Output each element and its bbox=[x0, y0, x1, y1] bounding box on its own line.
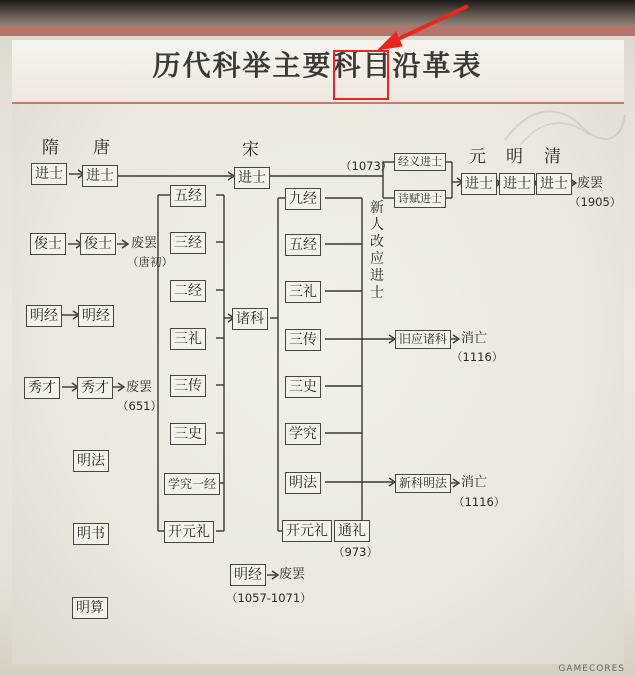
annotation-arrow bbox=[378, 6, 468, 50]
song-early-sanshi: 三史 bbox=[170, 423, 206, 445]
ming-jinshi: 进士 bbox=[499, 173, 535, 195]
highlight-box bbox=[333, 50, 389, 100]
tang-xiucai: 秀才 bbox=[77, 377, 113, 399]
sui-jinshi: 进士 bbox=[31, 163, 67, 185]
song-mingjing: 明经 bbox=[230, 564, 266, 586]
xinke-mingfa: 新科明法 bbox=[395, 474, 451, 493]
song-late-jiujing: 九经 bbox=[285, 188, 321, 210]
song-late-mingfa: 明法 bbox=[285, 472, 321, 494]
tang-junshi-outcome: 废罢 bbox=[131, 236, 158, 251]
dynasty-song: 宋 bbox=[242, 140, 259, 160]
tang-junshi-note: （唐初） bbox=[127, 255, 173, 269]
yuan-jinshi: 进士 bbox=[461, 173, 497, 195]
song-late-sanzhuan: 三传 bbox=[285, 329, 321, 351]
song-late-sanli: 三礼 bbox=[285, 281, 321, 303]
jiuying-note: （1116） bbox=[451, 350, 504, 364]
final-outcome-note: （1905） bbox=[569, 195, 622, 209]
jiuying-outcome: 消亡 bbox=[461, 331, 488, 346]
jiuying-zhuke: 旧应诸科 bbox=[395, 330, 451, 349]
tang-junshi: 俊士 bbox=[80, 233, 116, 255]
song-late-kaiyuanli: 开元礼 bbox=[282, 520, 332, 542]
tang-mingshu: 明书 bbox=[73, 523, 109, 545]
song-mingjing-note: （1057-1071） bbox=[226, 591, 312, 605]
dynasty-ming: 明 bbox=[506, 147, 523, 167]
tang-mingsuan: 明算 bbox=[72, 597, 108, 619]
song-early-sanzhuan: 三传 bbox=[170, 375, 206, 397]
dynasty-yuan: 元 bbox=[469, 147, 486, 167]
song-tongli: 通礼 bbox=[334, 520, 370, 542]
reform-year: （1073） bbox=[340, 159, 393, 173]
song-early-erjing: 二经 bbox=[170, 280, 206, 302]
song-tongli-note: （973） bbox=[333, 545, 378, 559]
xinke-outcome: 消亡 bbox=[461, 475, 488, 490]
tang-mingfa: 明法 bbox=[73, 450, 109, 472]
reform-note: 新 人 改 应 进 士 bbox=[370, 200, 384, 301]
jingyi-jinshi: 经义进士 bbox=[394, 153, 446, 171]
xinke-note: （1116） bbox=[453, 495, 506, 509]
sui-junshi: 俊士 bbox=[30, 233, 66, 255]
song-jinshi: 进士 bbox=[234, 167, 270, 189]
song-late-xuejiu: 学究 bbox=[285, 423, 321, 445]
song-late-sanshi: 三史 bbox=[285, 376, 321, 398]
tang-mingjing: 明经 bbox=[78, 305, 114, 327]
song-early-xuejiu-yijing: 学究一经 bbox=[164, 473, 220, 495]
qing-jinshi: 进士 bbox=[536, 173, 572, 195]
shifu-jinshi: 诗赋进士 bbox=[394, 190, 446, 208]
song-late-wujing: 五经 bbox=[285, 234, 321, 256]
credit-watermark: GAMECORES bbox=[558, 664, 625, 674]
dynasty-tang: 唐 bbox=[93, 138, 110, 158]
final-outcome: 废罢 bbox=[577, 176, 604, 191]
song-early-sanli: 三礼 bbox=[170, 328, 206, 350]
song-early-wujing: 五经 bbox=[170, 185, 206, 207]
chart-title: 历代科举主要科目沿革表 bbox=[152, 49, 483, 82]
tang-xiucai-outcome: 废罢 bbox=[126, 380, 153, 395]
tang-xiucai-note: （651） bbox=[117, 399, 162, 413]
dynasty-sui: 隋 bbox=[42, 138, 59, 158]
song-mingjing-outcome: 废罢 bbox=[279, 567, 306, 582]
sui-mingjing: 明经 bbox=[26, 305, 62, 327]
sui-xiucai: 秀才 bbox=[24, 377, 60, 399]
tang-jinshi: 进士 bbox=[82, 165, 118, 187]
dynasty-qing: 清 bbox=[544, 147, 561, 167]
song-early-sanjing: 三经 bbox=[170, 232, 206, 254]
song-early-kaiyuanli: 开元礼 bbox=[164, 521, 214, 543]
song-zhuke: 诸科 bbox=[232, 308, 268, 330]
